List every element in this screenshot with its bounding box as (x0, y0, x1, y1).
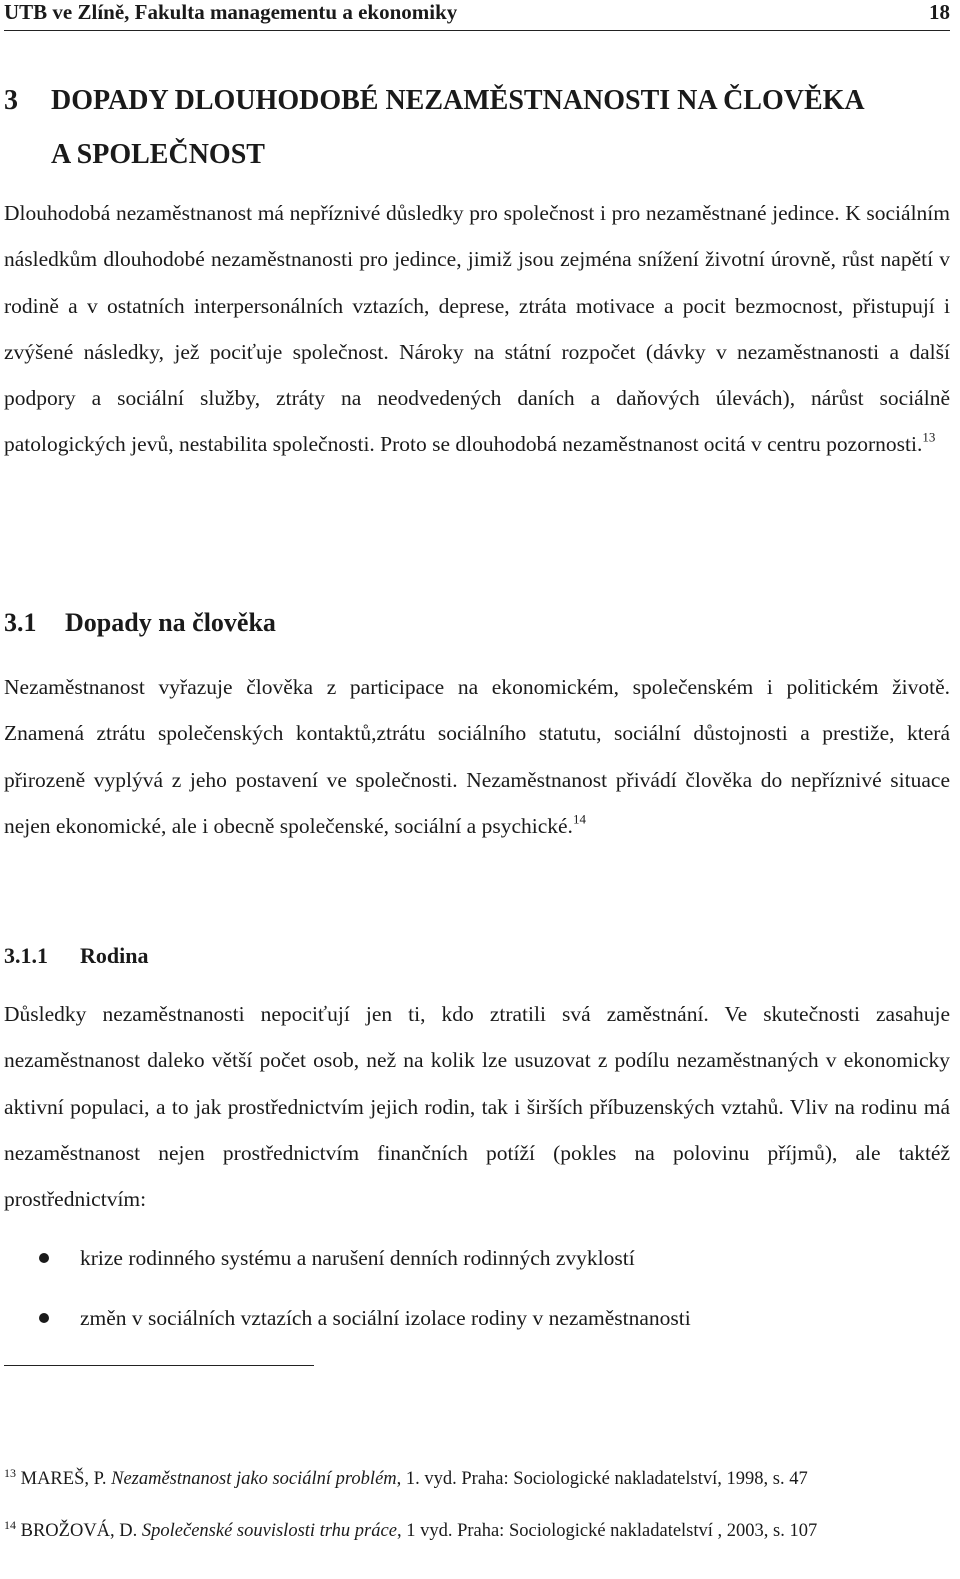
footnote-13 (4, 1466, 950, 1492)
chapter-paragraph-text: Dlouhodobá nezaměstnanost má nepříznivé důsledky pro společnost i pro nezaměstnané jedince. K sociálním následkům dlouhodobé nezaměstnanosti pro jedince, jimiž jsou zejména snížení životní úrovně, růst napětí v rodině a v ostatních interpersonálních vztazích, deprese, ztráta motivace a pocit bezmocnost, přistupují i zvýšené následky, jež pociťuje společnost. Nároky na státní rozpočet (dávky v nezaměstnanosti a další podpory a sociální služby, ztráty na neodvedených daních a daňových úlevách), nárůst sociálně patologických jevů, nestabilita společnosti. Proto se dlouhodobá nezaměstnanost ocitá v centru pozornosti. (4, 201, 950, 457)
footnote-ref-13: 13 (922, 429, 936, 445)
footnote-14 (4, 1518, 950, 1544)
subsection-paragraph-text: Důsledky nezaměstnanosti nepociťují jen ti, kdo ztratili svá zaměstnání. Ve skutečnosti zasahuje nezaměstnanost daleko větší počet osob, než na kolik lze usuzovat z podílu nezaměstnaných v ekonomicky aktivní populaci, a to jak prostřednictvím jejich rodin, tak i širších příbuzenských vztahů. Vliv na rodinu má nezaměstnanost nejen prostřednictvím finančních potíží (pokles na polovinu příjmů), ale taktéž prostřednictvím: (4, 1002, 950, 1212)
chapter-title-line-2: A SPOLEČNOST (51, 139, 265, 170)
section-title: Dopady na člověka (65, 608, 276, 637)
chapter-title-line-1: DOPADY DLOUHODOBÉ NEZAMĚSTNANOSTI NA ČLOVĚKA (51, 85, 865, 116)
footnote-divider (4, 1365, 314, 1366)
footnote-rest: , 1. vyd. Praha: Sociologické nakladatelství, 1998, s. 47 (396, 1469, 808, 1489)
bullet-icon (39, 1313, 49, 1323)
header-page-number: 18 (929, 0, 950, 24)
list-item (4, 1296, 950, 1356)
footnote-title: Nezaměstnanost jako sociální problém (111, 1469, 397, 1489)
chapter-paragraph (4, 190, 950, 468)
bullet-list (4, 1236, 950, 1356)
footnote-author: MAREŠ, P. (20, 1469, 107, 1489)
chapter-title (51, 74, 931, 182)
section-heading (4, 598, 276, 648)
footnote-rest: , 1 vyd. Praha: Sociologické nakladatelství , 2003, s. 107 (396, 1521, 818, 1541)
header-divider (4, 30, 950, 31)
list-item-text: krize rodinného systému a narušení denních rodinných zvyklostí (80, 1246, 635, 1270)
chapter-number: 3 (4, 85, 18, 116)
footnote-ref-14: 14 (572, 811, 586, 827)
subsection-number: 3.1.1 (4, 943, 48, 968)
running-header (4, 0, 950, 24)
subsection-heading (4, 934, 149, 978)
footnote-author: BROŽOVÁ, D. (20, 1521, 138, 1541)
footnote-number: 14 (4, 1517, 16, 1532)
header-institution: UTB ve Zlíně, Fakulta managementu a ekonomiky (4, 0, 458, 24)
section-paragraph (4, 664, 950, 849)
section-number: 3.1 (4, 608, 37, 637)
footnote-title: Společenské souvislosti trhu práce (141, 1521, 397, 1541)
list-item-text: změn v sociálních vztazích a sociální izolace rodiny v nezaměstnanosti (80, 1306, 691, 1330)
list-item (4, 1236, 950, 1296)
section-paragraph-text: Nezaměstnanost vyřazuje člověka z participace na ekonomickém, společenském i politickém životě. Znamená ztrátu společenských kontaktů,ztrátu sociálního statutu, sociální důstojnosti a prestiže, která přirozeně vyplývá z jeho postavení ve společnosti. Nezaměstnanost přivádí člověka do nepříznivé situace nejen ekonomické, ale i obecně společenské, sociální a psychické. (4, 675, 950, 838)
subsection-paragraph (4, 991, 950, 1222)
subsection-title: Rodina (80, 943, 149, 968)
footnote-number: 13 (4, 1465, 16, 1480)
bullet-icon (39, 1253, 49, 1263)
